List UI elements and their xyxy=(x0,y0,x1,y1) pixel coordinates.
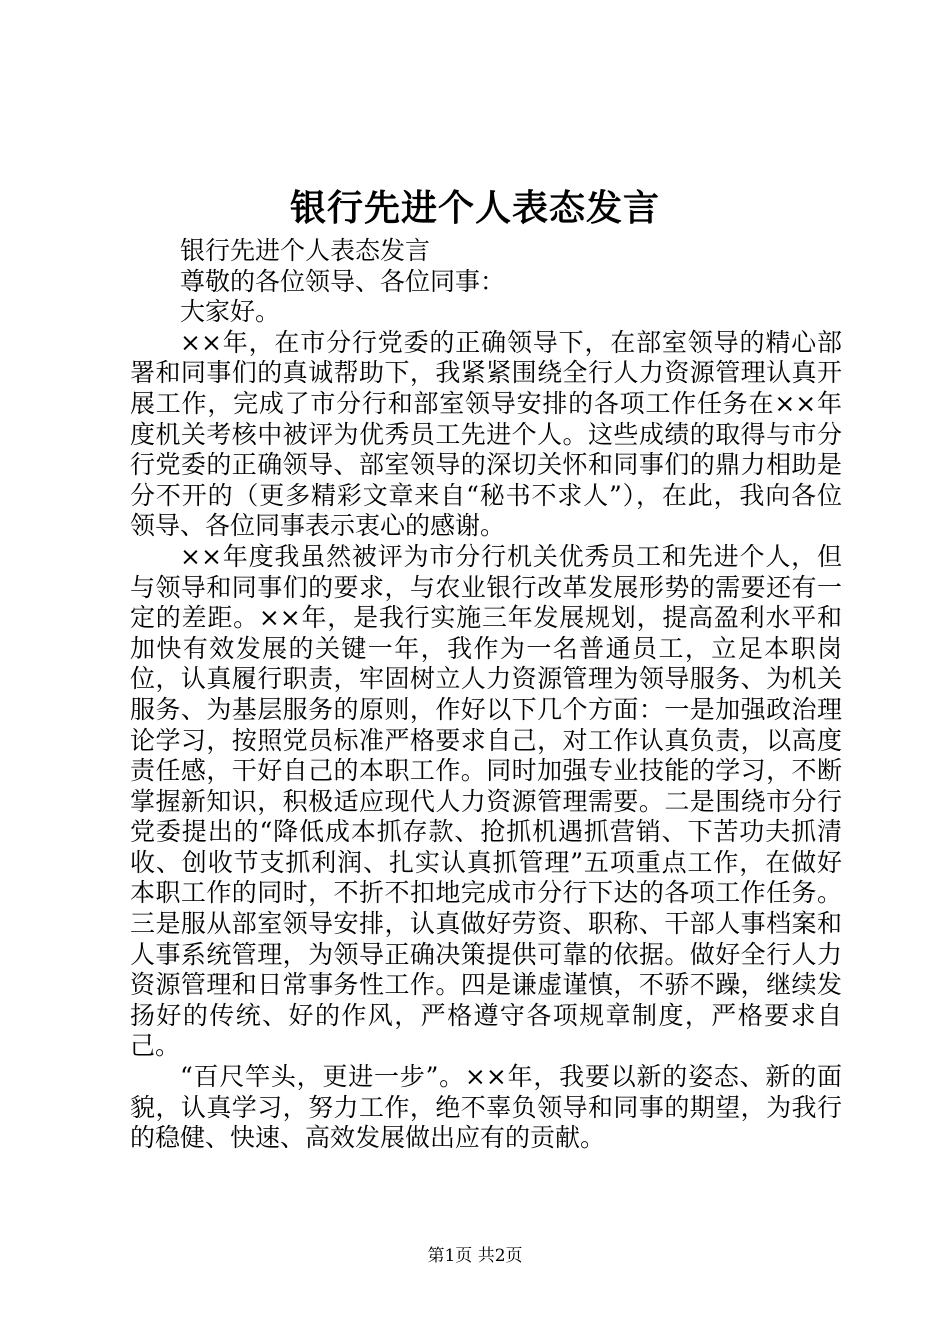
paragraph-achievements: ××年，在市分行党委的正确领导下，在部室领导的精心部署和同事们的真诚帮助下，我紧紧围绕全行人力资源管理认真开展工作，完成了市分行和部室领导安排的各项工作任务在××年度机关考核中被评为优秀员工先进个人。这些成绩的取得与市分行党委的正确领导、部室领导的深切关怀和同事们的鼎力相助是分不开的（更多精彩文章来自“秘书不求人”），在此，我向各位领导、各位同事表示衷心的感谢。 xyxy=(130,327,842,541)
paragraph-closing: “百尺竿头，更进一步”。××年，我要以新的姿态、新的面貌，认真学习，努力工作，绝不辜负领导和同事的期望，为我行的稳健、快速、高效发展做出应有的贡献。 xyxy=(130,1062,842,1153)
paragraph-salutation: 尊敬的各位领导、各位同事： xyxy=(180,266,506,296)
paragraph-heading: 银行先进个人表态发言 xyxy=(180,236,431,265)
document-title: 银行先进个人表态发言 xyxy=(289,187,660,229)
paragraph-plans: ××年度我虽然被评为市分行机关优秀员工和先进个人，但与领导和同事们的要求，与农业银行改革发展形势的需要还有一定的差距。××年，是我行实施三年发展规划，提高盈利水平和加快有效发展的关键一年，我作为一名普通员工，立足本职岗位，认真履行职责，牢固树立人力资源管理为领导服务、为机关服务、为基层服务的原则，作好以下几个方面：一是加强政治理论学习，按照党员标准严格要求自己，对工作认真负责，以高度责任感，干好自己的本职工作。同时加强专业技能的学习，不断掌握新知识，积极适应现代人力资源管理需要。二是围绕市分行党委提出的“降低成本抓存款、抢抓机遇抓营销、下苦功夫抓清收、创收节支抓利润、扎实认真抓管理”五项重点工作，在做好本职工作的同时，不折不扣地完成市分行下达的各项工作任务。三是服从部室领导安排，认真做好劳资、职称、干部人事档案和人事系统管理，为领导正确决策提供可靠的依据。做好全行人力资源管理和日常事务性工作。四是谦虚谨慎，不骄不躁，继续发扬好的传统、好的作风，严格遵守各项规章制度，严格要求自己。 xyxy=(130,541,842,1061)
document-body xyxy=(130,236,842,1154)
page-number-footer: 第1页 共2页 xyxy=(427,1246,523,1266)
paragraph-greeting: 大家好。 xyxy=(180,297,281,327)
